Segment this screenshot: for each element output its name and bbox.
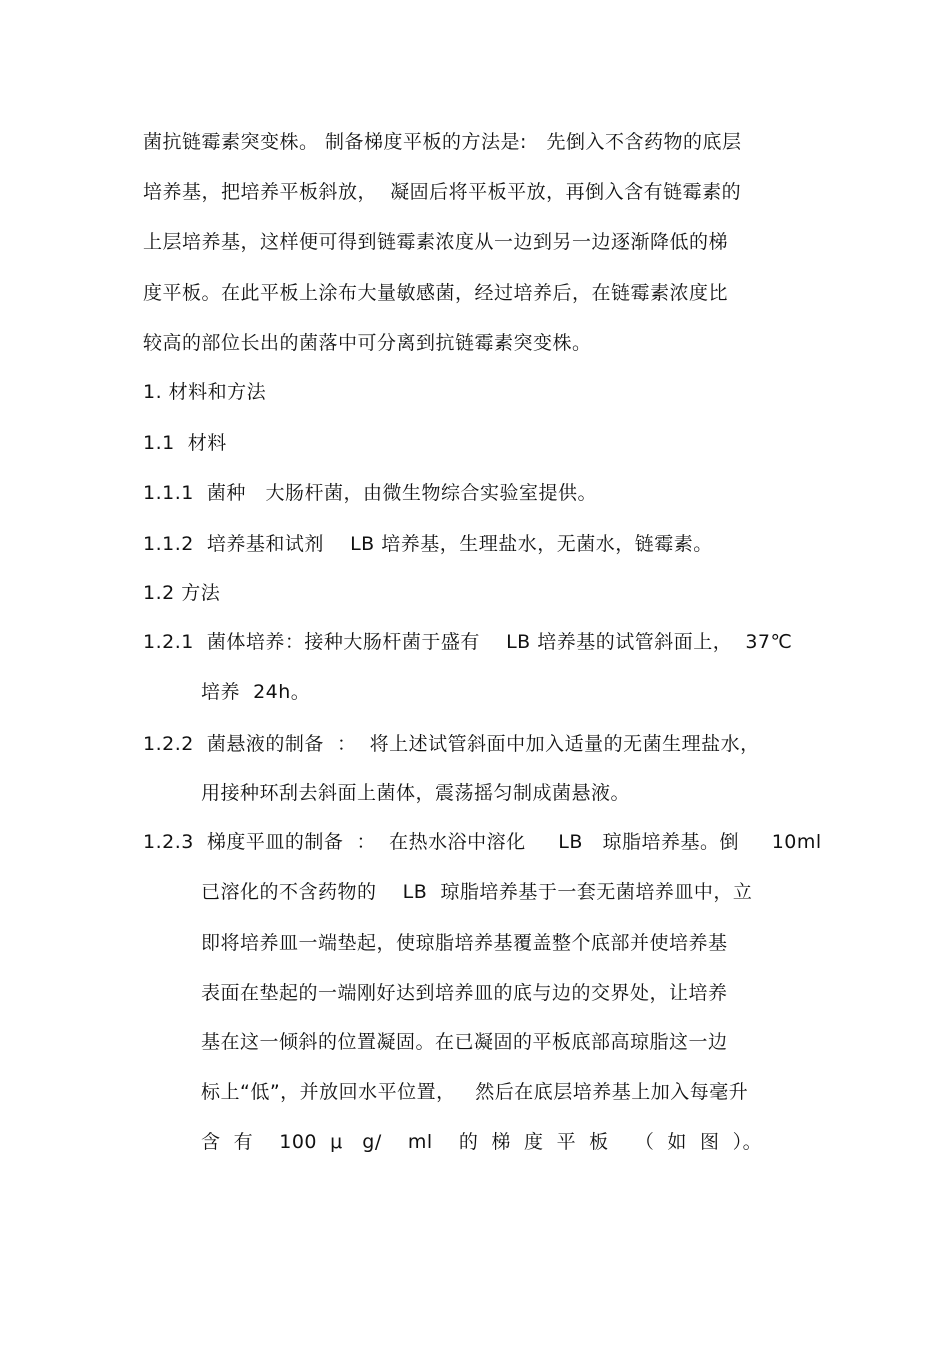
item-1-2-1-line-1: 1.2.1 菌体培养：接种大肠杆菌于盛有 LB 培养基的试管斜面上， 37℃ xyxy=(143,631,793,653)
section-heading-1-1: 1.1 材料 xyxy=(143,432,227,454)
section-heading-1-2: 1.2 方法 xyxy=(143,582,221,604)
item-1-2-2-line-1: 1.2.2 菌悬液的制备 ： 将上述试管斜面中加入适量的无菌生理盐水， xyxy=(143,733,760,755)
section-heading-1: 1. 材料和方法 xyxy=(143,381,267,403)
paragraph-line-5: 较高的部位长出的菌落中可分离到抗链霉素突变株。 xyxy=(143,332,592,354)
item-1-1-1: 1.1.1 菌种 大肠杆菌，由微生物综合实验室提供。 xyxy=(143,482,598,504)
paragraph-line-4: 度平板。在此平板上涂布大量敏感菌，经过培养后，在链霉素浓度比 xyxy=(143,282,729,304)
item-1-2-3-line-4: 表面在垫起的一端刚好达到培养皿的底与边的交界处，让培养 xyxy=(201,982,728,1004)
paragraph-line-1: 菌抗链霉素突变株。 制备梯度平板的方法是: 先倒入不含药物的底层 xyxy=(143,131,742,153)
item-1-2-3-line-1: 1.2.3 梯度平皿的制备 ： 在热水浴中溶化 LB 琼脂培养基。倒 10ml xyxy=(143,831,822,853)
paragraph-line-2: 培养基，把培养平板斜放， 凝固后将平板平放，再倒入含有链霉素的 xyxy=(143,181,742,203)
item-1-2-3-line-2: 已溶化的不含药物的 LB 琼脂培养基于一套无菌培养皿中，立 xyxy=(201,881,753,903)
item-1-2-3-line-7: 含 有 100 μ g/ ml 的 梯 度 平 板 （ 如 图 ）。 xyxy=(201,1131,763,1153)
item-1-2-1-line-2: 培养 24h。 xyxy=(201,681,311,703)
paragraph-line-3: 上层培养基，这样便可得到链霉素浓度从一边到另一边逐渐降低的梯 xyxy=(143,231,729,253)
item-1-1-2: 1.1.2 培养基和试剂 LB 培养基，生理盐水，无菌水，链霉素。 xyxy=(143,533,713,555)
item-1-2-3-line-5: 基在这一倾斜的位置凝固。在已凝固的平板底部高琼脂这一边 xyxy=(201,1031,728,1053)
item-1-2-3-line-3: 即将培养皿一端垫起，使琼脂培养基覆盖整个底部并使培养基 xyxy=(201,932,728,954)
item-1-2-2-line-2: 用接种环刮去斜面上菌体，震荡摇匀制成菌悬液。 xyxy=(201,782,631,804)
item-1-2-3-line-6: 标上“低”，并放回水平位置， 然后在底层培养基上加入每毫升 xyxy=(201,1081,749,1103)
